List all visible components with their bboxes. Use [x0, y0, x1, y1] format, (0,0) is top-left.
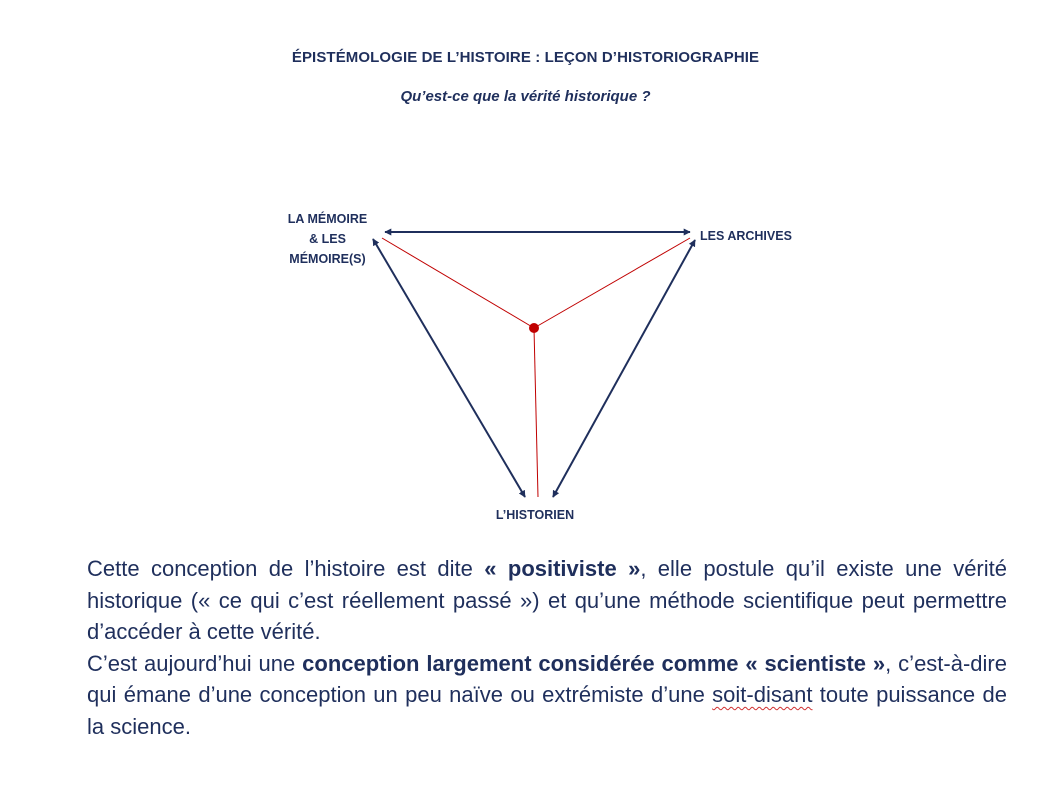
label-memoire-line3: MÉMOIRE(S)	[289, 252, 366, 266]
red-line-to-historien	[534, 328, 538, 497]
spellcheck-word: soit-disant	[712, 682, 813, 707]
p2-text-c: , c’est-à-dire qui émane d’une conception un peu naïve ou extrémiste d’une	[87, 650, 1007, 707]
label-historien: L’HISTORIEN	[495, 508, 575, 522]
label-memoire-line1: LA MÉMOIRE	[287, 212, 368, 226]
p1-text-c: , elle postule qu’il existe une vérité historique (« ce qui c’est réellement passé ») et qu’une méthode scientifique peut permettre d’accéder à cette vérité.	[87, 556, 1007, 644]
p2-bold-scientiste: conception largement considérée comme « scientiste »	[302, 650, 886, 676]
arrow-archives-historien	[553, 240, 695, 497]
p1-text-a: Cette conception de l’histoire est dite	[87, 556, 485, 581]
page-subtitle: Qu’est-ce que la vérité historique ?	[400, 88, 651, 105]
p1-bold-positiviste: « positiviste »	[484, 556, 641, 581]
paragraph-scientiste	[87, 648, 1007, 743]
label-archives: LES ARCHIVES	[700, 229, 792, 243]
label-memoire	[270, 209, 385, 269]
page-title: ÉPISTÉMOLOGIE DE L’HISTOIRE : LEÇON D’HISTORIOGRAPHIE	[291, 49, 760, 66]
red-line-to-memoire	[382, 238, 534, 328]
red-line-to-archives	[534, 238, 690, 328]
center-point	[529, 323, 539, 333]
paragraph-positiviste	[87, 553, 1007, 648]
p2-text-e: toute puissance de la science.	[87, 682, 1007, 739]
body-text	[87, 553, 1007, 742]
label-memoire-line2: & LES	[309, 232, 346, 246]
p2-text-a: C’est aujourd’hui une	[87, 650, 303, 676]
